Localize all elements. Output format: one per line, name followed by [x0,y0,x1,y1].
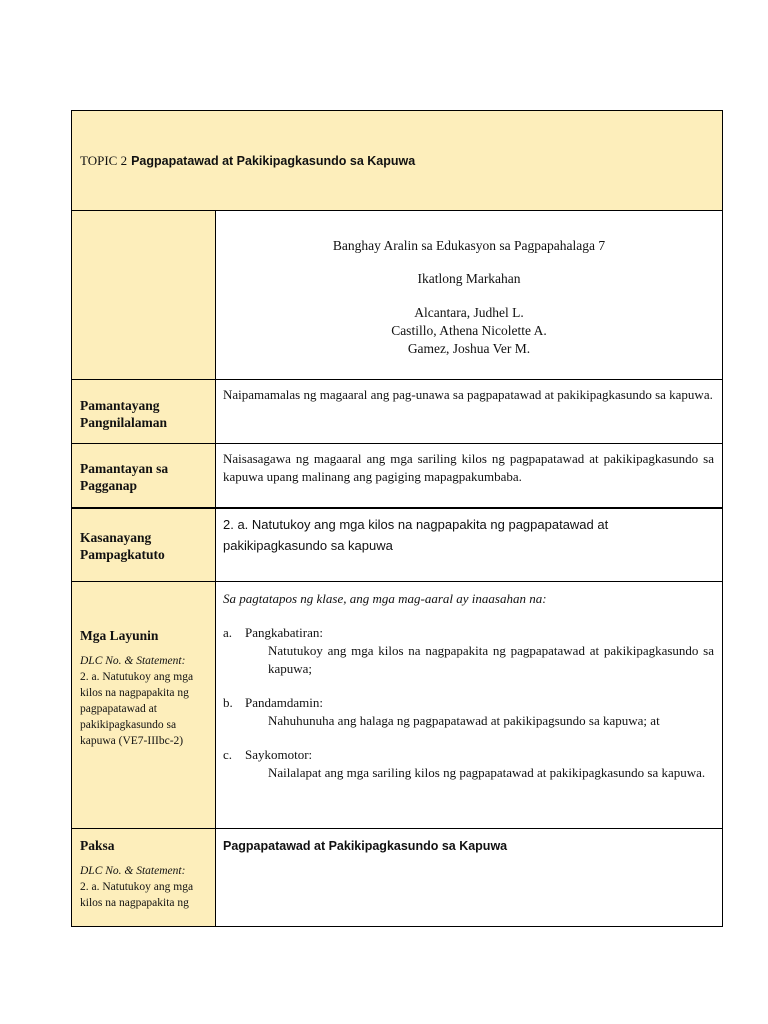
topic-prefix: TOPIC 2 [80,152,128,168]
label-line: Pamantayang [80,398,160,413]
header-row [72,211,723,380]
content-standard-row [72,380,723,444]
objectives-cell [216,582,723,829]
content-standard-text: Naipamamalas ng magaaral ang pag-unawa sa pagpapatawad at pakikipagkasundo sa kapuwa. [223,387,713,402]
objectives-row [72,582,723,829]
author-name: Castillo, Athena Nicolette A. [391,323,547,338]
objective-text: Nailalapat ang mga sariling kilos ng pagpapatawad at pakikipagkasundo sa kapuwa. [268,765,706,780]
paksa-cell [216,829,723,927]
objective-item [223,746,714,782]
competency-cell [216,508,723,582]
dlc-statement: 2. a. Natutukoy ang mga kilos na nagpapakita ng pagpapatawad at pakikipagkasundo sa kapuwa (VE7-IIIbc-2) [80,671,194,747]
competency-text: 2. a. Natutukoy ang mga kilos na nagpapakita ng pagpapatawad at pakikipagkasundo sa kapuwa [223,517,609,553]
performance-standard-label [72,460,215,494]
author-name: Alcantara, Judhel L. [414,305,524,320]
content-standard-label [72,397,215,431]
objective-heading: Pangkabatiran: [245,625,323,640]
paksa-row [72,829,723,927]
paksa-text: Pagpapatawad at Pakikipagkasundo sa Kapuwa [223,839,508,853]
dlc-label: DLC No. & Statement: [80,865,186,877]
competency-row [72,508,723,582]
content-standard-label-cell [72,380,216,444]
objective-item [223,694,714,730]
label-line: Pampagkatuto [80,547,165,562]
paksa-label-cell [72,829,216,927]
label-line: Pagganap [80,478,138,493]
header-left-cell [72,211,216,380]
dlc-statement: 2. a. Natutukoy ang mga kilos na nagpapakita ng [80,881,194,909]
performance-standard-row [72,444,723,509]
dlc-label: DLC No. & Statement: [80,655,186,667]
paksa-label: Paksa [80,838,115,853]
author-name: Gamez, Joshua Ver M. [407,341,531,356]
topic-row [72,111,723,211]
objective-heading: Pandamdamin: [245,695,323,710]
competency-label-cell [72,508,216,582]
objective-text: Natutukoy ang mga kilos na nagpapakita ng pagpapatawad at pakikipagkasundo sa kapuwa; [268,643,714,676]
objectives-label-cell [72,582,216,829]
label-line: Kasanayang [80,530,152,545]
lesson-plan-table [71,110,723,927]
objectives-intro: Sa pagtatapos ng klase, ang mga mag-aaral ay inaasahan na: [223,591,547,606]
objective-item [223,624,714,678]
objective-letter: c. [223,747,233,762]
content-standard-cell [216,380,723,444]
objectives-label: Mga Layunin [80,628,159,643]
competency-label [72,529,215,563]
header-cell [216,211,723,380]
objective-letter: b. [223,695,233,710]
objective-heading: Saykomotor: [245,747,313,762]
label-line: Pangnilalaman [80,415,168,430]
performance-standard-cell [216,444,723,509]
objective-letter: a. [223,625,233,640]
quarter-title: Ikatlong Markahan [417,271,521,286]
topic-cell [72,111,723,211]
topic-title: Pagpapatawad at Pakikipagkasundo sa Kapuwa [131,153,416,168]
label-line: Pamantayan sa [80,461,169,476]
performance-standard-label-cell [72,444,216,509]
subject-title: Banghay Aralin sa Edukasyon sa Pagpapahalaga 7 [332,238,606,253]
performance-standard-text: Naisasagawa ng magaaral ang mga sariling kilos ng pagpapatawad at pakikipagkasundo sa kapuwa upang malinang ang pagiging mapagpakumbaba. [223,451,714,484]
objective-text: Nahuhunuha ang halaga ng pagpapatawad at pakikipagsundo sa kapuwa; at [268,713,660,728]
